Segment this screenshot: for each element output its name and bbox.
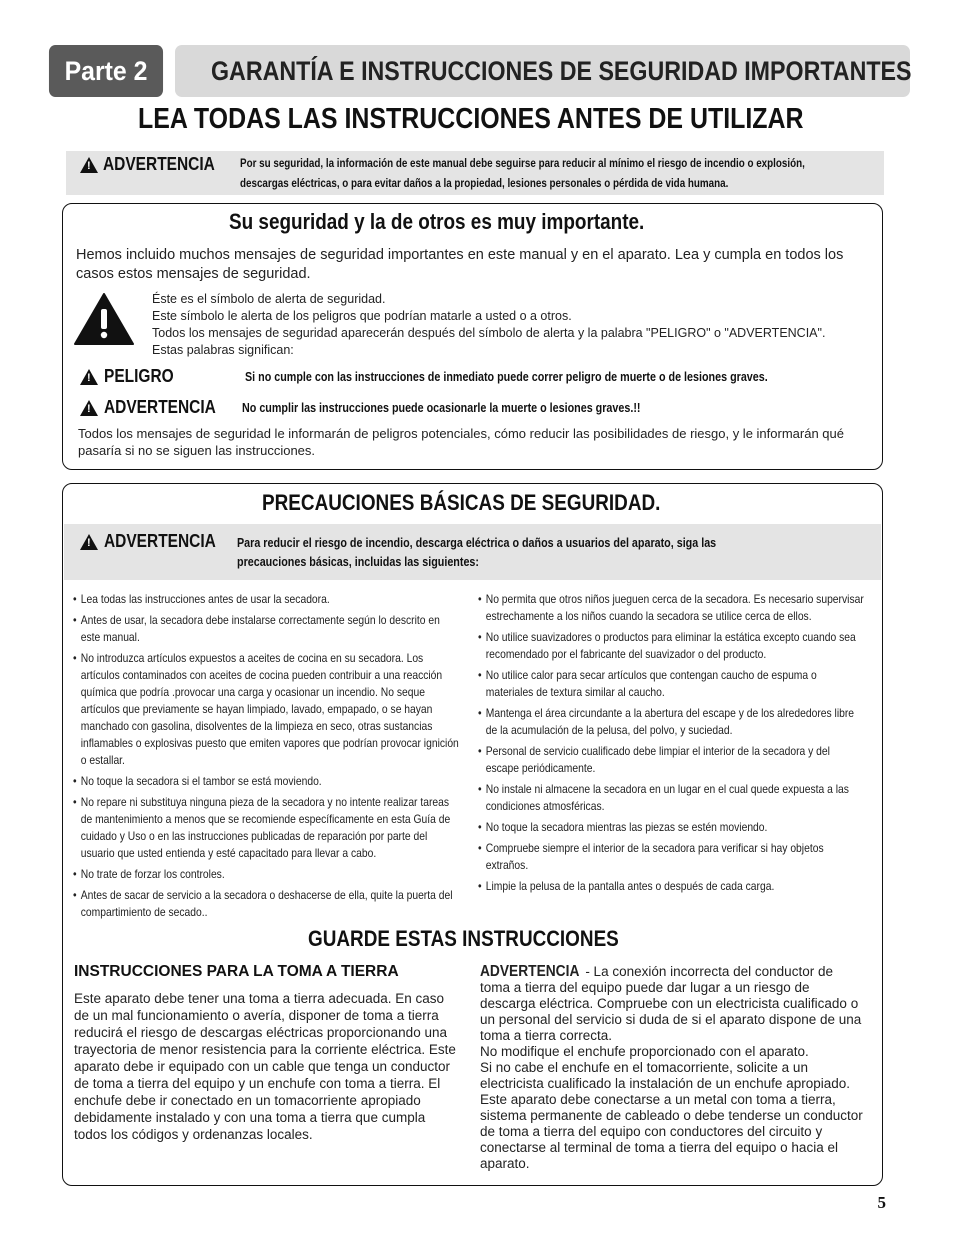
top-warning-text bbox=[240, 153, 880, 193]
top-warning-label bbox=[80, 154, 233, 175]
grounding-text: Este aparato debe tener una toma a tierra adecuada. En caso de un mal funcionamiento o avería, disponer de toma a tierra reducirá el riesgo de descargas eléctricas proporcionando una trayectoria de menor resistencia para la corriente eléctrica. Este aparato debe ir equipado con un cable que tenga un conductor de toma a tierra del equipo y un enchufe con toma a tierra. El enchufe debe ir conectado en un tomacorriente apropiado debidamente instalado y con una toma a tierra que cumpla todos los códigos y ordenanzas locales. bbox=[74, 991, 456, 1142]
grounding-warning-label: ADVERTENCIA bbox=[480, 963, 580, 980]
warning-triangle-icon bbox=[80, 369, 98, 385]
peligro-label bbox=[80, 366, 185, 387]
symbol-line: Estas palabras significan: bbox=[152, 343, 294, 357]
list-item: • Compruebe siempre el interior de la secadora para verificar si hay objetos extraños. bbox=[478, 840, 865, 874]
precautions-warning-label bbox=[80, 531, 234, 552]
peligro-label-text: PELIGRO bbox=[104, 366, 174, 386]
part-label: Parte 2 bbox=[64, 55, 148, 86]
warning-label-text: ADVERTENCIA bbox=[103, 154, 215, 174]
precautions-left-list bbox=[73, 591, 460, 925]
top-warning-bar bbox=[66, 151, 884, 195]
advertencia-label bbox=[80, 397, 234, 418]
warning-triangle-icon bbox=[80, 534, 98, 550]
precautions-right-list bbox=[478, 591, 865, 899]
main-heading: LEA TODAS LAS INSTRUCCIONES ANTES DE UTILIZAR bbox=[138, 103, 804, 135]
list-item: • No toque la secadora si el tambor se está moviendo. bbox=[73, 773, 460, 790]
top-warning-line: descargas eléctricas, o para evitar daños a la propiedad, lesiones personales o pérdida de vida humana. bbox=[240, 176, 729, 190]
list-item: • No toque la secadora mientras las piezas se estén moviendo. bbox=[478, 819, 865, 836]
warning-triangle-icon bbox=[80, 400, 98, 416]
precautions-title: PRECAUCIONES BÁSICAS DE SEGURIDAD. bbox=[262, 490, 661, 515]
safety-alert-icon bbox=[73, 292, 135, 346]
safety-footer: Todos los mensajes de seguridad le informarán de peligros potenciales, cómo reducir las posibilidades de riesgo, y le informarán qué pasaría si no se siguen las instrucciones. bbox=[78, 426, 844, 458]
symbol-line: Éste es el símbolo de alerta de seguridad. bbox=[152, 292, 386, 306]
list-item: • Antes de usar, la secadora debe instalarse correctamente según lo descrito en este manual. bbox=[73, 612, 460, 646]
symbol-line: Todos los mensajes de seguridad aparecerán después del símbolo de alerta y la palabra "PELIGRO" o "ADVERTENCIA". bbox=[152, 326, 826, 340]
list-item: • Limpie la pelusa de la pantalla antes o después de cada carga. bbox=[478, 878, 865, 895]
grounding-warning-text: - La conexión incorrecta del conductor de toma a tierra del equipo puede dar lugar a un riesgo de descarga eléctrica. Compruebe con un electricista cualificado o un personal del servicio si duda de si el aparato dispone de una toma a tierra correcta. bbox=[480, 964, 862, 1043]
grounding-para: Este aparato debe conectarse a un metal con toma a tierra, sistema permanente de cableado o debe tenderse un conductor de toma a tierra del equipo con conductores del circuito y conectarse al terminal de toma a tierra del equipo o hacia el aparato. bbox=[480, 1092, 863, 1171]
warning-triangle-icon bbox=[80, 157, 98, 173]
advertencia-description: No cumplir las instrucciones puede ocasionarle la muerte o lesiones graves.!! bbox=[242, 401, 641, 415]
grounding-title: INSTRUCCIONES PARA LA TOMA A TIERRA bbox=[74, 963, 399, 980]
precautions-warning-line: Para reducir el riesgo de incendio, descarga eléctrica o daños a usuarios del aparato, siga las bbox=[237, 536, 717, 550]
top-warning-line: Por su seguridad, la información de este manual debe seguirse para reducir al mínimo el riesgo de incendio o explosión, bbox=[240, 156, 805, 170]
grounding-para: No modifique el enchufe proporcionado con el aparato. bbox=[480, 1044, 809, 1059]
safety-box-title: Su seguridad y la de otros es muy importante. bbox=[229, 209, 645, 234]
peligro-description: Si no cumple con las instrucciones de inmediato puede correr peligro de muerte o de lesiones graves. bbox=[245, 370, 768, 384]
precautions-warning-text bbox=[237, 534, 716, 572]
safety-intro: Hemos incluido muchos mensajes de seguridad importantes en este manual y en el aparato. Lea y cumpla en todos los casos estos mensajes de seguridad. bbox=[76, 247, 844, 282]
list-item: • Mantenga el área circundante a la abertura del escape y de los alrededores libre de la acumulación de la pelusa, del polvo, y suciedad. bbox=[478, 705, 865, 739]
precautions-warning-label-text: ADVERTENCIA bbox=[104, 531, 216, 551]
list-item: • No permita que otros niños jueguen cerca de la secadora. Es necesario supervisar estrechamente a los niños cuando la secadora se utilice cerca de ellos. bbox=[478, 591, 865, 625]
symbol-explanation bbox=[152, 291, 882, 359]
list-item: • No repare ni substituya ninguna pieza de la secadora y no intente realizar tareas de mantenimiento a menos que se recomiende específicamente en esta Guía de cuidado y Uso o en las instrucciones publicadas de reparación por parte del usuario que usted entienda y esté capacitado para llevar a cabo. bbox=[73, 794, 460, 862]
part-badge bbox=[49, 45, 163, 97]
section-title: GARANTÍA E INSTRUCCIONES DE SEGURIDAD IMPORTANTES bbox=[211, 55, 912, 86]
list-item: • No utilice suavizadores o productos para eliminar la estática excepto cuando sea recomendado por el fabricante del suavizador o del producto. bbox=[478, 629, 865, 663]
list-item: • Personal de servicio cualificado debe limpiar el interior de la secadora y del escape periódicamente. bbox=[478, 743, 865, 777]
page-number: 5 bbox=[877, 1193, 886, 1212]
grounding-para: Si no cabe el enchufe en el tomacorriente, solicite a un electricista cualificado la instalación de un enchufe apropiado. bbox=[480, 1060, 850, 1091]
section-title-bar bbox=[175, 45, 910, 97]
list-item: • Antes de sacar de servicio a la secadora o deshacerse de ella, quite la puerta del compartimiento de secado.. bbox=[73, 887, 460, 921]
advertencia-label-text: ADVERTENCIA bbox=[104, 397, 216, 417]
list-item: • No trate de forzar los controles. bbox=[73, 866, 460, 883]
grounding-warning-para bbox=[480, 964, 864, 1044]
precautions-warning-line: precauciones básicas, incluidas las siguientes: bbox=[237, 555, 479, 569]
save-instructions-title: GUARDE ESTAS INSTRUCCIONES bbox=[308, 926, 619, 951]
symbol-line: Este símbolo le alerta de los peligros que podrían matarle a usted o a otros. bbox=[152, 309, 572, 323]
list-item: • Lea todas las instrucciones antes de usar la secadora. bbox=[73, 591, 460, 608]
grounding-warning bbox=[480, 964, 864, 1172]
list-item: • No instale ni almacene la secadora en un lugar en el cual quede expuesta a las condiciones atmosféricas. bbox=[478, 781, 865, 815]
list-item: • No introduzca artículos expuestos a aceites de cocina en su secadora. Los artículos contaminados con aceites de cocina pueden contribuir a una reacción química que podría .provocar una carga y ocasionar un incendio. No seque artículos que previamente se hayan limpiado, lavado, empapado, o se hayan manchado con gasolina, disolventes de la limpieza en seco, otras sustancias inflamables o explosivas puesto que emiten vapores que podrían provocar ignición o estallar. bbox=[73, 650, 460, 769]
list-item: • No utilice calor para secar artículos que contengan caucho de espuma o materiales de textura similar al caucho. bbox=[478, 667, 865, 701]
